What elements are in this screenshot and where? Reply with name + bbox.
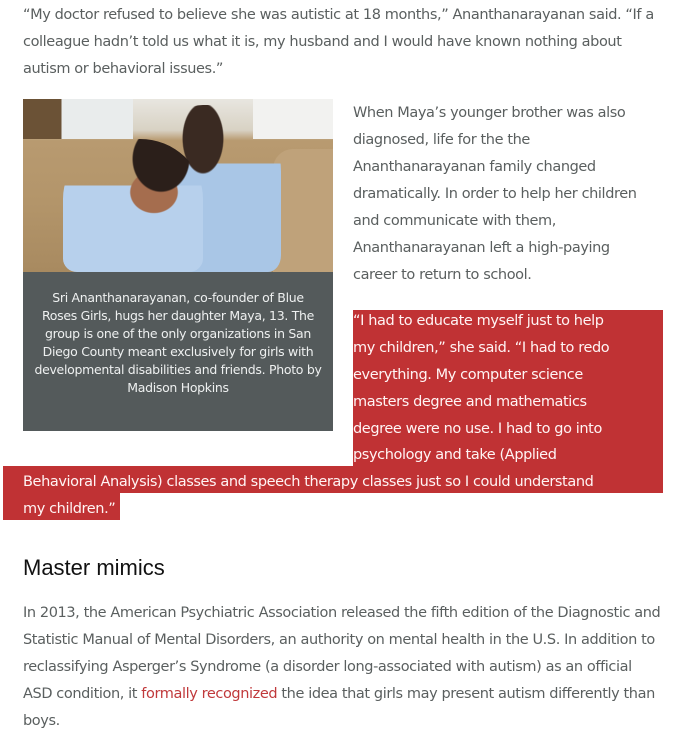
- section-heading: Master mimics: [23, 555, 165, 580]
- paragraph-family-changed: When Maya’s younger brother was also diagnosed, life for the the Ananthanarayanan family changed dramatically. In order to help her children and communicate with them, Ananthanarayanan left a high-paying career to return to school.: [353, 105, 637, 283]
- quote-line: “I had to educate myself just to help: [353, 313, 604, 329]
- quote-line: my children,” she said. “I had to redo: [353, 340, 610, 356]
- quote-paragraph-doctor: “My doctor refused to believe she was autistic at 18 months,” Ananthanarayanan said. “If a colleague hadn’t told us what it is, my husband and I would have known nothing about autism or behavioral issues.”: [23, 7, 654, 77]
- paragraph-text: the idea that girls may present autism differently than boys.: [23, 686, 655, 729]
- paragraph-dsm: [23, 600, 663, 735]
- quote-line: psychology and take (Applied: [353, 447, 557, 463]
- photo-caption: Sri Ananthanarayanan, co-founder of Blue Roses Girls, hugs her daughter Maya, 13. The group is one of the only organizations in San Diego County meant exclusively for girls with developmental disabilities and friends. Photo by Madison Hopkins: [23, 272, 333, 431]
- formally-recognized-link[interactable]: formally recognized: [141, 686, 278, 702]
- quote-line: degree were no use. I had to go into: [353, 421, 602, 437]
- quote-line: masters degree and mathematics: [353, 394, 587, 410]
- quote-line: everything. My computer science: [353, 367, 583, 383]
- quote-line: Behavioral Analysis) classes and speech therapy classes just so I could understand: [23, 474, 594, 490]
- quote-line: my children.”: [23, 501, 116, 517]
- paragraph-text: In 2013, the American Psychiatric Association released the fifth edition of the Diagnostic and Statistic Manual of Mental Disorders, an authority on mental health in the U.S. In addition to reclassifying Asperger’s Syndrome (a disorder long-associated with autism) as an official ASD condition, it: [23, 605, 661, 702]
